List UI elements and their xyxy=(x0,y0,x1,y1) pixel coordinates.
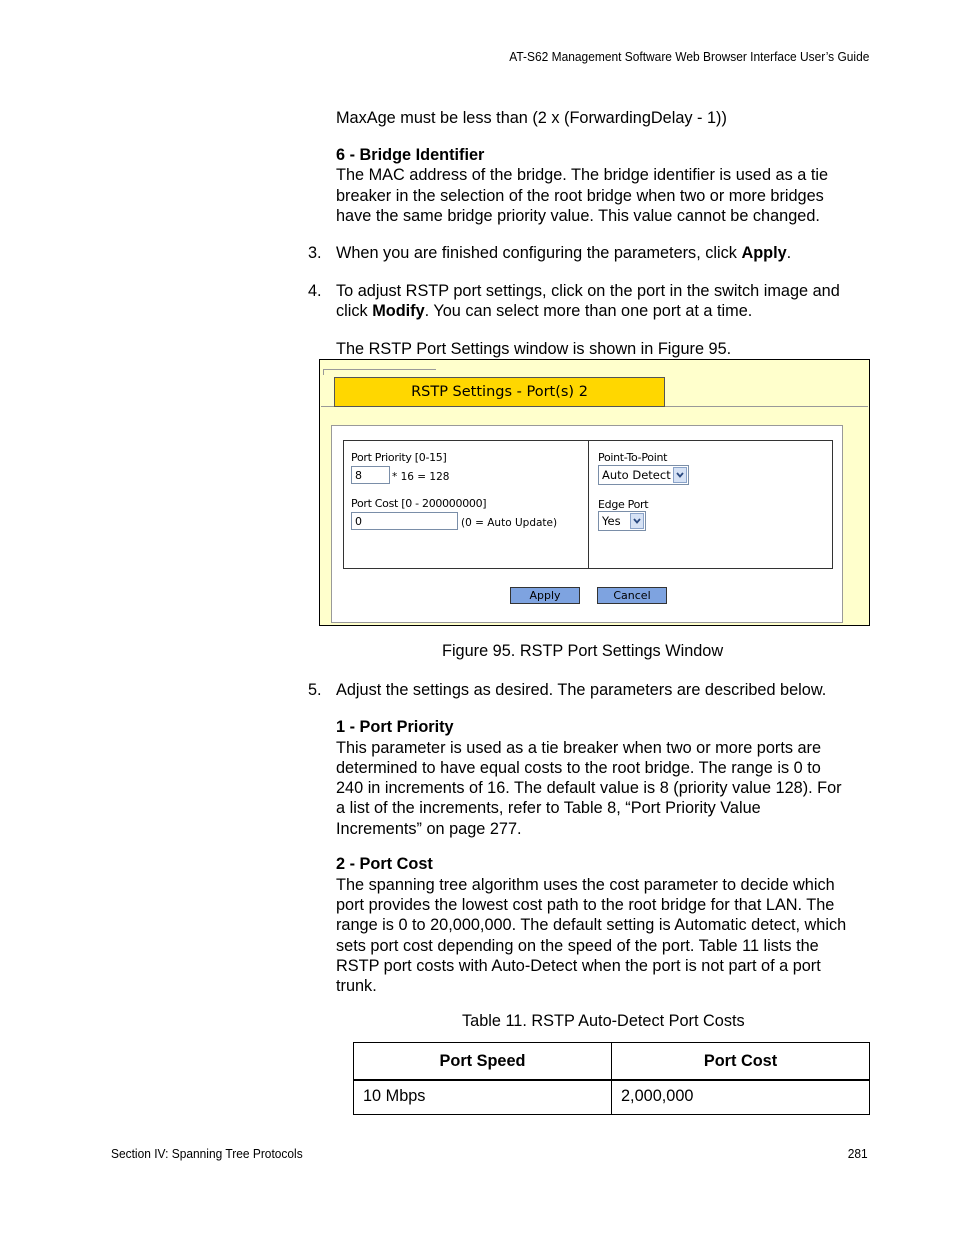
bridge-identifier-line: breaker in the selection of the root bridge when two or more bridges xyxy=(336,187,824,205)
step-3-text-part: . xyxy=(786,244,792,262)
port-priority-heading: 1 - Port Priority xyxy=(336,718,454,736)
port-cost-line: RSTP port costs with Auto-Detect when the port is not part of a port xyxy=(336,957,821,975)
port-priority-line: determined to have equal costs to the root bridge. The range is 0 to xyxy=(336,759,821,777)
step-3-text-part: When you are finished configuring the parameters, click xyxy=(336,244,742,262)
footer-section: Section IV: Spanning Tree Protocols xyxy=(111,1146,303,1161)
tab-rstp-settings[interactable]: RSTP Settings - Port(s) 2 xyxy=(334,377,665,407)
port-cost-line: port provides the lowest cost path to the root bridge for that LAN. The xyxy=(336,896,835,914)
table-row xyxy=(353,1080,870,1115)
edge-port-value: Yes xyxy=(602,514,621,528)
column-divider xyxy=(611,1043,612,1079)
table-caption: Table 11. RSTP Auto-Detect Port Costs xyxy=(462,1012,745,1030)
rstp-port-settings-window xyxy=(319,359,870,626)
step-3-text xyxy=(336,243,876,264)
port-cost-input[interactable]: 0 xyxy=(351,512,458,530)
step-number: 5. xyxy=(308,681,322,699)
bridge-identifier-heading: 6 - Bridge Identifier xyxy=(336,146,485,164)
maxage-text: MaxAge must be less than (2 x (ForwardingDelay - 1)) xyxy=(336,109,727,127)
port-priority-hint: * 16 = 128 xyxy=(392,471,450,483)
table-header-row xyxy=(353,1042,870,1080)
column-header-port-speed: Port Speed xyxy=(439,1052,526,1070)
port-priority-line: Increments” on page 277. xyxy=(336,820,522,838)
figure-reference-text: The RSTP Port Settings window is shown in Figure 95. xyxy=(336,340,732,358)
edge-port-select[interactable] xyxy=(598,511,646,531)
point-to-point-label: Point-To-Point xyxy=(598,451,668,464)
tab-left-edge xyxy=(323,369,436,375)
step-number: 4. xyxy=(308,282,322,300)
apply-emphasis: Apply xyxy=(741,244,787,262)
port-cost-hint: (0 = Auto Update) xyxy=(461,517,558,529)
settings-panel xyxy=(331,425,843,623)
column-header-port-cost: Port Cost xyxy=(703,1052,778,1070)
port-cost-heading: 2 - Port Cost xyxy=(336,855,433,873)
port-cost-line: trunk. xyxy=(336,977,377,995)
point-to-point-select[interactable] xyxy=(598,465,689,485)
port-cost-label: Port Cost [0 - 200000000] xyxy=(351,497,487,510)
edge-port-label: Edge Port xyxy=(598,498,649,511)
port-cost-line: sets port cost depending on the speed of the port. Table 11 lists the xyxy=(336,937,819,955)
modify-emphasis: Modify xyxy=(372,302,425,320)
settings-form-box xyxy=(343,440,833,569)
port-priority-line: a list of the increments, refer to Table 8, “Port Priority Value xyxy=(336,799,761,817)
port-priority-input[interactable]: 8 xyxy=(351,466,390,484)
column-divider xyxy=(611,1081,612,1114)
step-4-line: To adjust RSTP port settings, click on the port in the switch image and xyxy=(336,282,840,300)
port-cost-line: The spanning tree algorithm uses the cost parameter to decide which xyxy=(336,876,835,894)
step-4-text-part: . You can select more than one port at a time. xyxy=(424,302,753,320)
running-header: AT-S62 Management Software Web Browser Interface User’s Guide xyxy=(508,49,869,64)
cancel-button[interactable]: Cancel xyxy=(597,587,667,604)
cell-port-speed: 10 Mbps xyxy=(363,1087,426,1105)
port-cost-line: range is 0 to 20,000,000. The default setting is Automatic detect, which xyxy=(336,916,847,934)
apply-button[interactable]: Apply xyxy=(510,587,580,604)
bridge-identifier-line: have the same bridge priority value. This value cannot be changed. xyxy=(336,207,820,225)
chevron-down-icon[interactable] xyxy=(673,467,687,483)
port-priority-line: 240 in increments of 16. The default value is 8 (priority value 128). For xyxy=(336,779,842,797)
step-number: 3. xyxy=(308,244,322,262)
port-priority-line: This parameter is used as a tie breaker when two or more ports are xyxy=(336,739,822,757)
step-4-line xyxy=(336,301,876,322)
figure-caption: Figure 95. RSTP Port Settings Window xyxy=(442,642,724,660)
chevron-down-icon[interactable] xyxy=(630,513,644,529)
page-number: 281 xyxy=(848,1146,868,1161)
step-4-text-part: click xyxy=(336,302,373,320)
bridge-identifier-line: The MAC address of the bridge. The bridge identifier is used as a tie xyxy=(336,166,829,184)
point-to-point-value: Auto Detect xyxy=(602,468,671,482)
port-cost-table xyxy=(353,1042,870,1115)
step-5-text: Adjust the settings as desired. The parameters are described below. xyxy=(336,681,827,699)
column-divider xyxy=(588,441,589,568)
port-priority-label: Port Priority [0-15] xyxy=(351,451,447,464)
cell-port-cost: 2,000,000 xyxy=(621,1087,694,1105)
